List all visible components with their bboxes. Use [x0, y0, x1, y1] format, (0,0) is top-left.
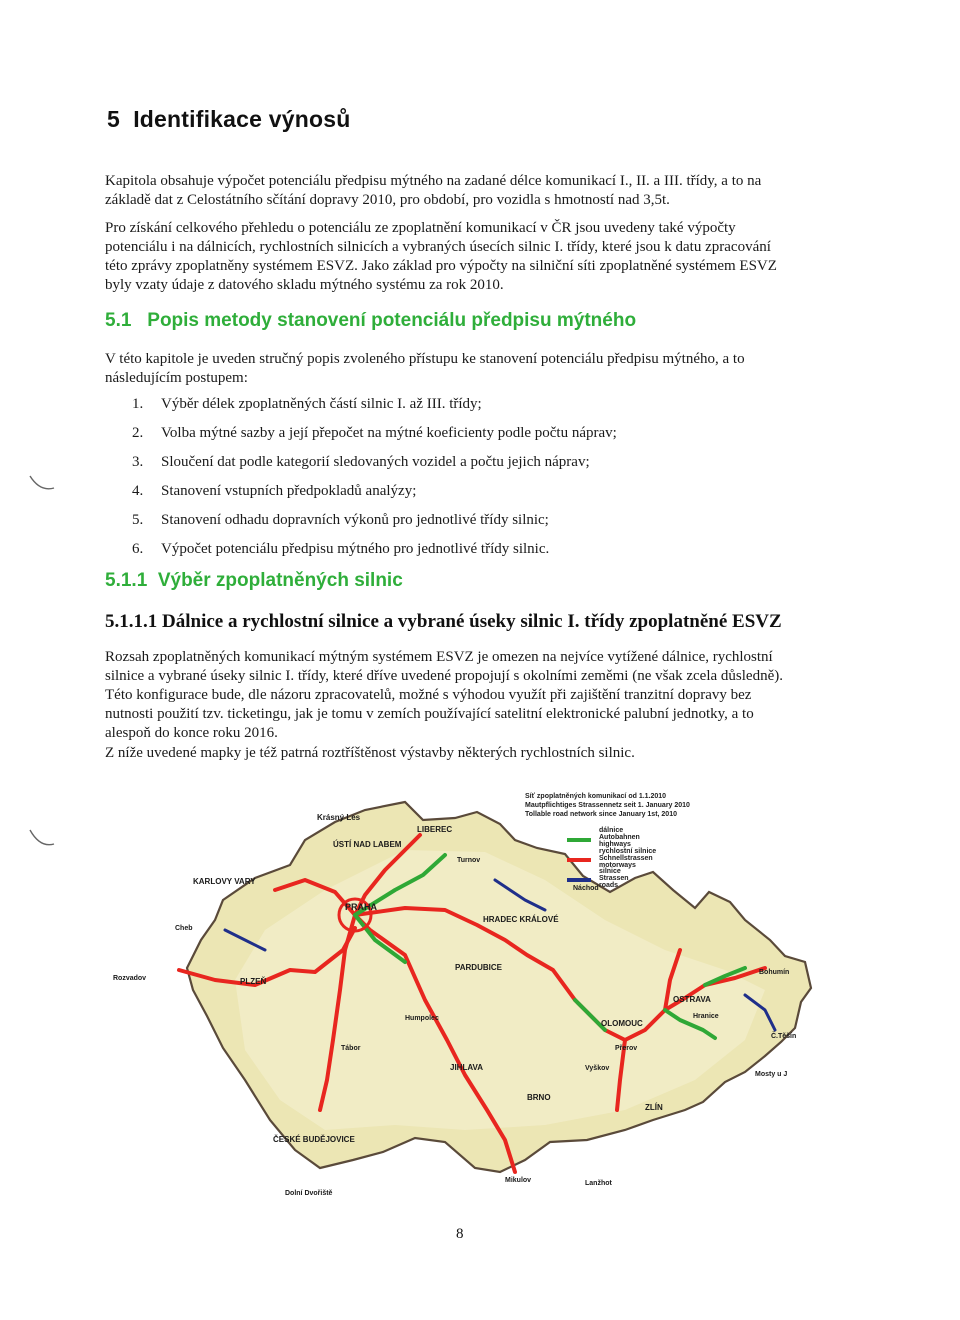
city-label: OSTRAVA [673, 995, 711, 1004]
text-line: Pro získání celkového přehledu o potenciálu ze zpoplatnění komunikací v ČR jsou uvedeny také výpočty [105, 220, 736, 236]
list-item [105, 453, 825, 482]
city-label: Přerov [615, 1045, 638, 1052]
section-5-1-1-1-paragraph [105, 648, 825, 743]
section-number: 5.1 [105, 310, 132, 331]
city-label: PRAHA [345, 902, 378, 912]
section-5-1-1-1-heading [105, 611, 782, 633]
section-number: 5.1.1.1 [105, 611, 158, 632]
text-line: nutnosti použití tzv. ticketingu, jak je tomu v zemích používající satelitní elektronické palubní jednotky, a to [105, 706, 754, 722]
text-line: V této kapitole je uveden stručný popis zvoleného přístupu ke stanovení potenciálu předpisu mýtného, a to [105, 351, 745, 367]
legend-title-line: Tollable road network since January 1st, 2010 [525, 811, 677, 818]
page-number: 8 [456, 1226, 464, 1242]
step-text: Výběr délek zpoplatněných částí silnic I. až III. třídy; [161, 396, 482, 412]
city-label: Humpolec [405, 1015, 439, 1022]
section-5-1-heading [105, 310, 636, 332]
city-label: ZLÍN [645, 1103, 663, 1112]
chapter-title: Identifikace výnosů [133, 106, 351, 132]
section-title: Popis metody stanovení potenciálu předpisu mýtného [147, 310, 637, 331]
city-label: Č.Těšín [771, 1033, 797, 1040]
step-text: Stanovení odhadu dopravních výkonů pro jednotlivé třídy silnic; [161, 512, 549, 528]
chapter-number: 5 [107, 106, 120, 132]
legend-label: Autobahnen [599, 834, 640, 841]
city-label: PLZEŇ [240, 977, 267, 986]
text-line: byly vzaty údaje z datového skladu mýtného systému za rok 2010. [105, 277, 504, 293]
text-line: Z níže uvedené mapky je též patrná roztříštěnost výstavby některých rychlostních silnic. [105, 745, 635, 761]
city-label: Bohumín [759, 969, 790, 976]
list-item [105, 540, 825, 569]
text-line: silnice a vybrané úseky silnic I. třídy, které dříve uvedené propojují s okolními zeměmi (ne však zcela důsledně). [105, 668, 783, 684]
section-5-1-intro [105, 350, 825, 388]
step-text: Volba mýtné sazby a její přepočet na mýtné koeficienty podle počtu náprav; [161, 425, 617, 441]
step-number: 2. [132, 425, 144, 441]
step-text: Výpočet potenciálu předpisu mýtného pro jednotlivé třídy silnic. [161, 541, 550, 557]
text-line: následujícím postupem: [105, 370, 248, 386]
list-item [105, 395, 825, 424]
legend-label: motorways [599, 862, 636, 869]
step-number: 6. [132, 541, 144, 557]
legend-label: dálnice [599, 827, 624, 834]
city-label: Rozvadov [113, 975, 147, 982]
city-label: JIHLAVA [450, 1063, 484, 1072]
step-text: Stanovení vstupních předpokladů analýzy; [161, 483, 417, 499]
text-line: alespoň do konce roku 2016. [105, 725, 278, 741]
city-label: PARDUBICE [455, 963, 502, 972]
city-label: KARLOVY VARY [193, 877, 256, 886]
city-label: Tábor [341, 1045, 361, 1052]
city-label: Lanžhot [585, 1180, 612, 1187]
city-label: BRNO [527, 1093, 551, 1102]
method-steps-list [105, 395, 825, 569]
city-label: Krásný Les [317, 813, 361, 822]
road-network-map [105, 780, 825, 1205]
list-item [105, 482, 825, 511]
punch-hole-marks [0, 470, 60, 870]
section-title: Výběr zpoplatněných silnic [157, 570, 403, 591]
text-line: Této konfigurace bude, dle názoru zpracovatelů, možné s výhodou využít při zajištění tranzitní dopravy bez [105, 687, 752, 703]
city-label: Vyškov [585, 1065, 610, 1072]
text-line: Rozsah zpoplatněných komunikací mýtným systémem ESVZ je omezen na nejvíce vytížené dálnice, rychlostní [105, 649, 773, 665]
step-number: 3. [132, 454, 144, 470]
step-text: Sloučení dat podle kategorií sledovaných vozidel a počtu jejich náprav; [161, 454, 590, 470]
city-label: OLOMOUC [601, 1019, 643, 1028]
city-label: Dolní Dvořiště [285, 1190, 333, 1197]
legend-title-line: Síť zpoplatněných komunikací od 1.1.2010 [525, 793, 667, 800]
step-number: 1. [132, 396, 144, 412]
list-item [105, 511, 825, 540]
text-line: potenciálu i na dálnicích, rychlostních silnicích a vybraných úsecích silnic I. třídy, které jsou k datu zpracování [105, 239, 771, 255]
text-line: této zprávy zpoplatněny systémem ESVZ. Jako základ pro výpočty na silniční síti zpoplatněné systémem ESVZ [105, 258, 777, 274]
legend-label: Strassen [599, 875, 629, 882]
section-title: Dálnice a rychlostní silnice a vybrané úseky silnic I. třídy zpoplatněné ESVZ [162, 611, 782, 632]
legend-title-line: Mautpflichtiges Strassennetz seit 1. January 2010 [525, 802, 690, 809]
city-label: ČESKÉ BUDĚJOVICE [273, 1135, 355, 1144]
intro-paragraph-2 [105, 219, 825, 295]
city-label: Turnov [457, 857, 481, 864]
intro-paragraph-1 [105, 172, 825, 210]
city-label: Náchod [573, 885, 599, 892]
legend-label: silnice [599, 868, 621, 875]
city-label: Cheb [175, 925, 193, 932]
city-label: HRADEC KRÁLOVÉ [483, 915, 559, 924]
step-number: 5. [132, 512, 144, 528]
chapter-heading [107, 106, 350, 133]
legend-label: highways [599, 841, 631, 848]
step-number: 4. [132, 483, 144, 499]
city-label: Hranice [693, 1013, 719, 1020]
text-line: Kapitola obsahuje výpočet potenciálu předpisu mýtného na zadané délce komunikací I., II. a III. třídy, a to na [105, 173, 762, 189]
city-label: Mikulov [505, 1177, 532, 1184]
text-line: základě dat z Celostátního sčítání dopravy 2010, pro období, pro vozidla s hmotností nad 3,5t. [105, 192, 670, 208]
section-number: 5.1.1 [105, 570, 148, 591]
city-label: LIBEREC [417, 825, 453, 834]
section-5-1-1-heading [105, 570, 403, 592]
legend-label: roads [599, 882, 619, 889]
list-item [105, 424, 825, 453]
map-intro-paragraph [105, 744, 825, 763]
legend-label: Schnellstrassen [599, 855, 653, 862]
legend-label: rychlostní silnice [599, 848, 657, 855]
city-label: Mosty u J [755, 1071, 788, 1078]
city-label: ÚSTÍ NAD LABEM [333, 840, 402, 849]
